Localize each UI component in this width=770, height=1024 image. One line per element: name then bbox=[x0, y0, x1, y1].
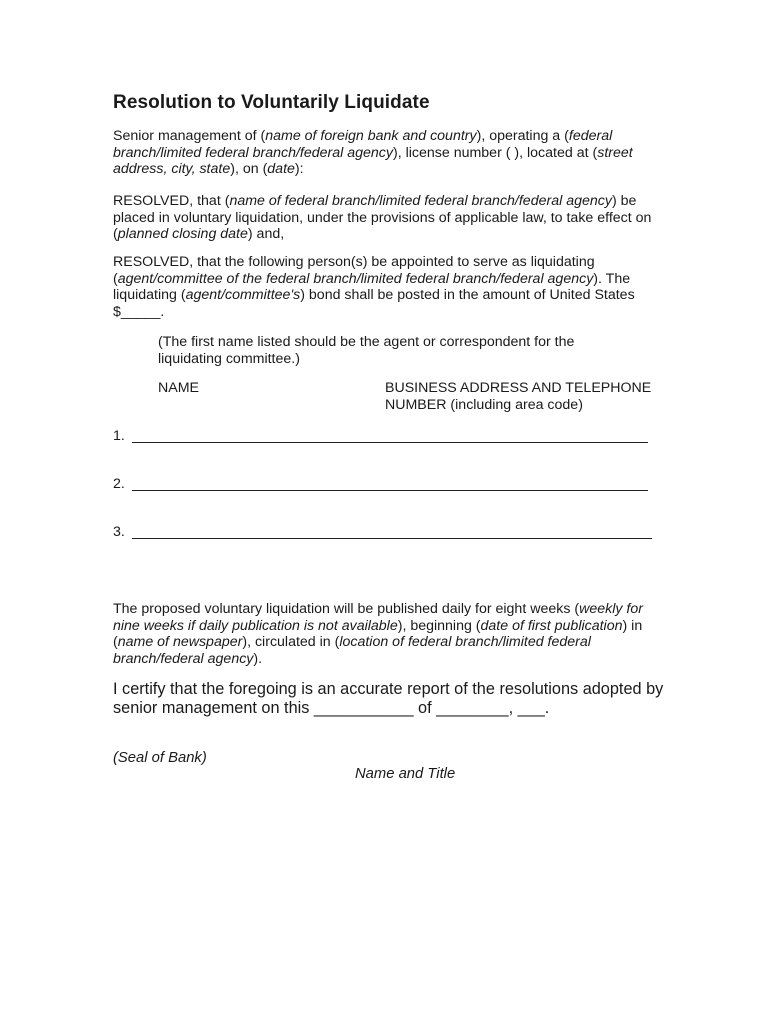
blank-line[interactable] bbox=[132, 442, 648, 443]
appointee-line-1[interactable] bbox=[113, 428, 125, 444]
placeholder-text: street address, city, state bbox=[113, 144, 633, 177]
paragraph-resolved-appointment bbox=[113, 254, 658, 320]
text: ) in ( bbox=[113, 617, 643, 650]
placeholder-text: date of first publication bbox=[480, 617, 623, 634]
placeholder-text: planned closing date bbox=[117, 226, 248, 242]
placeholder-text: weekly for nine weeks if daily publication is not available bbox=[113, 601, 643, 634]
text: ) bond shall be posted in the amount of United States $_____. bbox=[113, 287, 635, 320]
text: ): bbox=[294, 161, 304, 177]
placeholder-text: name of foreign bank and country bbox=[265, 128, 477, 144]
text: ), on ( bbox=[230, 161, 268, 177]
text: ). The liquidating ( bbox=[113, 270, 631, 303]
note-first-name: (The first name listed should be the agent or correspondent for the liquidating committee.) bbox=[158, 334, 575, 367]
line-number: 2. bbox=[113, 476, 125, 492]
column-header-address: BUSINESS ADDRESS AND TELEPHONE NUMBER (including area code) bbox=[385, 380, 652, 413]
placeholder-text: location of federal branch/limited federal branch/federal agency bbox=[113, 634, 591, 667]
paragraph-publication bbox=[113, 601, 658, 667]
certification-statement: I certify that the foregoing is an accurate report of the resolutions adopted by senior management on this ___________ of ________, ___. bbox=[113, 680, 664, 717]
text: The proposed voluntary liquidation will be published daily for eight weeks ( bbox=[113, 601, 580, 617]
placeholder-text: date bbox=[267, 161, 295, 177]
text: ), license number ( ), located at ( bbox=[392, 144, 598, 161]
line-number: 3. bbox=[113, 524, 125, 540]
text: ). bbox=[253, 650, 263, 667]
placeholder-text: name of federal branch/limited federal branch/federal agency bbox=[229, 193, 612, 209]
paragraph-resolved-liquidation bbox=[113, 193, 658, 243]
text: ), circulated in ( bbox=[242, 634, 340, 650]
text: RESOLVED, that the following person(s) be appointed to serve as liquidating ( bbox=[113, 254, 595, 287]
placeholder-text: agent/committee's bbox=[185, 287, 301, 303]
appointee-line-3[interactable] bbox=[113, 524, 125, 540]
seal-of-bank: (Seal of Bank) bbox=[113, 750, 207, 766]
page-title: Resolution to Voluntarily Liquidate bbox=[113, 92, 430, 113]
blank-line[interactable] bbox=[132, 538, 652, 539]
placeholder-text: name of newspaper bbox=[117, 634, 243, 650]
placeholder-text: federal branch/limited federal branch/federal agency bbox=[113, 128, 613, 161]
blank-line[interactable] bbox=[132, 490, 648, 491]
column-header-name: NAME bbox=[158, 380, 199, 396]
text: ), operating a ( bbox=[476, 128, 569, 144]
text: ) be placed in voluntary liquidation, under the provisions of applicable law, to take effect on ( bbox=[113, 193, 652, 242]
text: Senior management of ( bbox=[113, 128, 266, 144]
paragraph-senior-management bbox=[113, 128, 658, 178]
name-and-title: Name and Title bbox=[355, 766, 456, 782]
appointee-line-2[interactable] bbox=[113, 476, 125, 492]
placeholder-text: agent/committee of the federal branch/limited federal branch/federal agency bbox=[117, 270, 594, 287]
text: ), beginning ( bbox=[397, 617, 481, 634]
text: RESOLVED, that ( bbox=[113, 193, 230, 209]
text: ) and, bbox=[247, 226, 285, 242]
line-number: 1. bbox=[113, 428, 125, 444]
